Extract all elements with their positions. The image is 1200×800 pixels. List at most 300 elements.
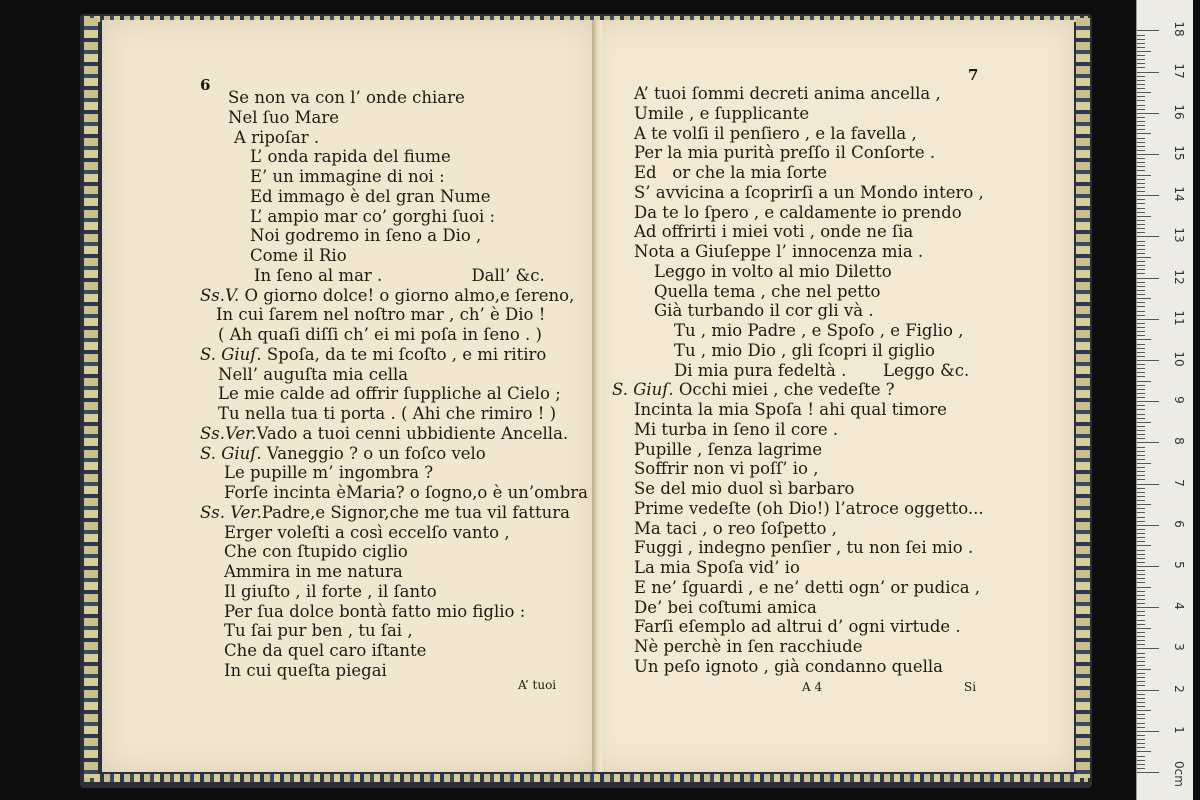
ruler-tick [1137,620,1145,621]
ruler-tick [1137,381,1151,382]
ruler-label: 0cm [1172,761,1186,787]
ruler-tick [1137,67,1145,68]
verse-text: Padre,e Signor,che me tua vil fattura [261,502,570,522]
text-line [634,400,984,420]
ruler-tick [1137,661,1145,662]
left-page-text [200,88,588,681]
verse-text: Ammira in me natura [224,562,403,581]
verse-text: A ripoſar . [234,127,320,147]
ruler-tick [1137,100,1145,101]
text-line [634,617,984,637]
ruler-tick [1137,158,1145,159]
ruler-label: 13 [1172,227,1186,244]
ruler-tick [1137,368,1145,369]
verse-text: Che da quel caro iſtante [224,641,427,660]
verse-text: Nota a Giuſeppe l’ innocenza mia . [634,242,924,261]
speaker-label: Ss.Ver. [200,423,257,443]
ruler-label: 9 [1172,396,1186,404]
verse-text: Pupille , ſenza lagrime [634,439,823,459]
ruler-tick [1137,743,1145,744]
text-line [200,404,588,424]
ruler-tick [1137,364,1145,365]
text-line [200,384,588,404]
ruler-tick [1137,253,1145,254]
ruler-tick [1137,426,1145,427]
text-line [200,266,588,286]
ruler-tick [1137,306,1145,307]
text-line [200,128,588,148]
verse-text: Spoſa, da te mi ſcoſto , e mi ritiro [261,344,547,364]
ruler-tick [1137,756,1145,757]
ruler-tick [1137,360,1159,361]
text-line [634,538,984,558]
ruler-tick [1137,665,1145,666]
book-gutter [592,20,602,772]
ruler-tick [1137,517,1145,518]
text-line [634,637,984,657]
text-line [200,365,588,385]
ruler-tick [1137,117,1145,118]
ruler-tick [1137,319,1159,320]
speaker-label: S. Giuſ. [612,380,674,400]
ruler-tick [1137,389,1145,390]
ruler-tick [1137,339,1151,340]
ruler-tick [1137,624,1145,625]
text-line [200,444,588,464]
text-line [200,424,588,444]
ruler-tick [1137,599,1145,600]
ruler-tick [1137,714,1145,715]
speaker-label: Ss.V. [200,285,240,305]
ruler-tick [1137,249,1145,250]
verse-text: Ed or che la mia ſorte [634,163,827,182]
ruler-tick [1137,372,1145,373]
ruler-tick [1137,434,1145,435]
left-page-number: 6 [200,76,211,94]
ruler-tick [1137,216,1151,217]
ruler-label: 1 [1172,725,1186,734]
text-line [634,598,984,618]
ruler-tick [1137,47,1145,48]
right-page-text [612,84,984,677]
ruler-tick [1137,199,1145,200]
verse-text: Un peſo ignoto , già condanno quella [634,656,943,676]
ruler-tick [1137,150,1145,151]
ruler-tick [1137,669,1151,670]
ruler-tick [1137,191,1145,192]
ruler-tick [1137,298,1151,299]
ruler-tick [1137,224,1145,225]
ruler-tick [1137,541,1145,542]
ruler-tick [1137,673,1145,674]
text-line [200,503,588,523]
ruler-tick [1137,418,1145,419]
ruler-tick [1137,430,1145,431]
ruler-tick [1137,273,1145,274]
ruler-label: 12 [1172,268,1186,285]
ruler-tick [1137,393,1145,394]
ruler-tick [1137,488,1145,489]
ruler-label: 3 [1172,643,1186,652]
ruler-tick [1137,385,1145,386]
ruler-tick [1137,356,1145,357]
ruler-tick [1137,311,1145,312]
verse-text: Noi godremo in ſeno a Dio , [250,226,482,246]
ruler-tick [1137,735,1145,736]
verse-text: E ne’ ſguardi , e ne’ detti ogn’ or pudica , [634,577,981,597]
verse-text: Mi turba in ſeno il core . [634,419,839,439]
ruler-tick [1137,278,1159,279]
ruler-tick [1137,269,1145,270]
ruler-tick [1137,63,1145,64]
ruler-tick [1137,681,1145,682]
text-line [634,499,984,519]
verse-text: Da te lo ſpero , e caldamente io prendo [634,202,962,222]
verse-text: O giorno dolce! o giorno almo,e ſereno, [239,285,575,305]
ruler-tick [1137,105,1145,106]
verse-text: E’ un immagine di noi : [250,167,445,186]
verse-text: De’ bei coſtumi amica [634,597,817,617]
left-catchword: A’ tuoi [518,678,557,692]
ruler-tick [1137,467,1145,468]
text-line [634,242,984,262]
cover-edge-right [1076,18,1090,778]
ruler-tick [1137,80,1145,81]
ruler-tick [1137,455,1145,456]
verse-text: Tu , mio Dio , gli ſcopri il giglio [674,340,935,360]
ruler-tick [1137,397,1145,398]
ruler-tick [1137,335,1145,336]
ruler-tick [1137,677,1145,678]
ruler-tick [1137,463,1151,464]
ruler-label: 11 [1172,310,1186,326]
ruler-tick [1137,323,1145,324]
ruler-tick [1137,245,1145,246]
ruler-tick [1137,690,1159,691]
verse-text: Nè perchè in ſen racchiude [634,637,863,656]
verse-text: Quella tema , che nel petto [654,281,881,301]
ruler-tick [1137,640,1145,641]
verse-text: Le pupille m’ ingombra ? [224,463,434,483]
ruler-tick [1137,582,1145,583]
ruler-tick [1137,723,1145,724]
ruler-tick [1137,558,1145,559]
ruler-tick [1137,657,1145,658]
ruler-tick [1137,562,1145,563]
verse-text: Le mie calde ad offrir ſuppliche al Cielo ; [218,384,561,404]
ruler-tick [1137,138,1145,139]
text-line [634,124,984,144]
text-line [200,226,588,246]
ruler-tick [1137,72,1159,73]
text-line [200,345,588,365]
ruler-tick [1137,442,1159,443]
verse-text: In ſeno al mar . Dall’ &c. [254,265,545,285]
verse-text: In cui ſarem nel noſtro mar , ch’ è Dio ! [216,305,546,325]
verse-text: Se non va con l’ onde chiare [228,88,465,107]
verse-text: Se del mio duol sì barbaro [634,479,855,498]
ruler-tick [1137,232,1145,233]
text-line [634,657,984,677]
verse-text: Umile , e ſupplicante [634,103,810,123]
ruler-label: 7 [1172,478,1186,487]
verse-text: Come il Rio [250,246,347,265]
right-page-number: 7 [968,66,979,84]
ruler-tick [1137,768,1145,769]
verse-text: ( Ah quaſi diſſi ch’ ei mi poſa in ſeno . ) [218,325,542,344]
ruler-tick [1137,636,1145,637]
verse-text: L’ ampio mar co’ gorghi ſuoi : [250,206,496,226]
verse-text: Fuggi , indegno penſier , tu non ſei mio . [634,538,974,558]
ruler-tick [1137,451,1145,452]
ruler-tick [1137,698,1145,699]
text-line [634,440,984,460]
verse-text: Erger voleſti a così eccelſo vanto , [224,522,510,542]
ruler-label: 16 [1172,104,1186,120]
ruler-tick [1137,212,1145,213]
ruler-tick [1137,113,1159,114]
ruler-tick [1137,142,1145,143]
ruler-tick [1137,694,1145,695]
ruler-tick [1137,183,1145,184]
verse-text: Ed immago è del gran Nume [250,186,491,206]
text-line [634,519,984,539]
text-line [200,286,588,306]
verse-text: Tu , mio Padre , e Spoſo , e Figlio , [674,321,964,340]
ruler-tick [1137,162,1145,163]
text-line [200,542,588,562]
ruler-tick [1137,352,1145,353]
verse-text: Di mia pura fedeltà . Leggo &c. [674,360,970,380]
ruler-tick [1137,129,1145,130]
right-catchword: Si [964,680,977,694]
ruler-tick [1137,121,1145,122]
text-line [634,203,984,223]
text-line [634,143,984,163]
ruler-tick [1137,554,1145,555]
ruler-label: 6 [1172,519,1186,528]
ruler-tick [1137,84,1145,85]
ruler-tick [1137,479,1145,480]
verse-text: Soffrir non vi poſſ’ io , [634,459,819,479]
text-line [200,88,588,108]
ruler-tick [1137,706,1145,707]
ruler-tick [1137,51,1151,52]
ruler-tick [1137,648,1159,649]
ruler-tick [1137,327,1145,328]
speaker-label: S. Giuſ. [200,344,262,364]
ruler-tick [1137,154,1159,155]
ruler-tick [1137,59,1145,60]
ruler-tick [1137,731,1159,732]
ruler-tick [1137,35,1145,36]
text-line [634,104,984,124]
ruler-tick [1137,447,1145,448]
ruler-tick [1137,595,1145,596]
ruler-tick [1137,615,1145,616]
ruler-tick [1137,471,1145,472]
ruler-tick [1137,537,1145,538]
ruler-tick [1137,96,1145,97]
ruler-tick [1137,611,1145,612]
verse-text: Tu nella tua ti porta . ( Ahi che rimiro ! ) [218,404,557,423]
text-line [634,282,984,302]
ruler-label: 4 [1172,602,1186,610]
text-line [200,108,588,128]
ruler-tick [1137,760,1145,761]
verse-text: A te volſi il penſiero , e la favella , [634,123,917,143]
text-line [200,147,588,167]
ruler-tick [1137,574,1145,575]
text-line [200,562,588,582]
ruler-tick [1137,587,1151,588]
ruler-tick [1137,550,1145,551]
ruler-tick [1137,492,1145,493]
text-line [634,578,984,598]
verse-text: Già turbando il cor gli và . [654,301,874,321]
ruler-tick [1137,772,1159,773]
verse-text: L’ onda rapida del fiume [250,147,451,167]
ruler-tick [1137,475,1145,476]
text-line [200,207,588,227]
ruler-tick [1137,644,1145,645]
ruler-tick [1137,344,1145,345]
ruler-label: 17 [1172,62,1186,79]
ruler-tick [1137,632,1145,633]
ruler-tick [1137,208,1145,209]
ruler-tick [1137,702,1145,703]
text-line [200,621,588,641]
ruler-tick [1137,92,1151,93]
ruler-tick [1137,578,1145,579]
ruler-tick [1137,603,1145,604]
ruler-label: 15 [1172,145,1186,161]
ruler-tick [1137,459,1145,460]
text-line [200,325,588,345]
text-line [634,163,984,183]
verse-text: S’ avvicina a ſcoprirſi a un Mondo intero , [634,182,984,202]
ruler-tick [1137,414,1145,415]
ruler-tick [1137,236,1159,237]
ruler-tick [1137,500,1145,501]
verse-text: Prime vedeſte (oh Dio!) l’atroce oggetto... [634,498,984,518]
verse-text: La mia Spoſa vid’ io [634,558,800,577]
verse-text: In cui queſta piegai [224,660,387,680]
text-line [634,479,984,499]
ruler-tick [1137,76,1145,77]
ruler-tick [1137,653,1145,654]
verse-text: Forſe incinta èMaria? o ſogno,o è un’ombra [224,483,588,502]
ruler-tick [1137,718,1145,719]
ruler-label: 5 [1172,561,1186,569]
text-line [634,558,984,578]
ruler-tick [1137,570,1145,571]
ruler-tick [1137,133,1151,134]
verse-text: Occhi miei , che vedeſte ? [673,380,895,400]
verse-text: Vado a tuoi cenni ubbidiente Ancella. [256,423,569,443]
text-line [634,301,984,321]
ruler-tick [1137,146,1145,147]
cover-edge-left [84,18,98,778]
ruler-tick [1137,764,1145,765]
ruler-tick [1137,257,1151,258]
text-line [200,167,588,187]
ruler-tick [1137,496,1145,497]
ruler-tick [1137,529,1145,530]
ruler-tick [1137,422,1151,423]
ruler-tick [1137,241,1145,242]
ruler-label: 8 [1172,437,1186,446]
ruler-tick [1137,438,1145,439]
text-line [200,187,588,207]
ruler-tick [1137,43,1145,44]
text-line [634,321,984,341]
ruler-tick [1137,220,1145,221]
speaker-label: Ss. Ver. [200,502,262,522]
ruler-tick [1137,228,1145,229]
ruler-tick [1137,508,1145,509]
ruler-tick [1137,261,1145,262]
text-line [634,84,984,104]
verse-text: Ma taci , o reo ſoſpetto , [634,518,837,538]
verse-text: Leggo in volto al mio Diletto [654,261,892,281]
ruler-tick [1137,739,1145,740]
text-line [634,361,984,381]
ruler-tick [1137,179,1145,180]
ruler-tick [1137,409,1145,410]
ruler-tick [1137,685,1145,686]
text-line [200,305,588,325]
ruler-tick [1137,401,1159,402]
text-line [200,523,588,543]
ruler-tick [1137,282,1145,283]
ruler-tick [1137,175,1151,176]
ruler-label: 10 [1172,351,1186,367]
text-line [634,459,984,479]
speaker-label: S. Giuſ. [200,443,262,463]
text-line [634,222,984,242]
text-line [634,262,984,282]
ruler-tick [1137,290,1145,291]
verse-text: Il giuſto , il forte , il ſanto [224,581,437,601]
ruler-tick [1137,484,1159,485]
ruler-tick [1137,747,1145,748]
text-line [200,641,588,661]
cover-edge-bottom [84,774,1088,782]
ruler-tick [1137,504,1151,505]
text-line [200,582,588,602]
text-line [612,380,984,400]
ruler-tick [1137,109,1145,110]
verse-text: Ad offrirti i miei voti , onde ne ſia [634,222,914,242]
text-line [200,246,588,266]
ruler-tick [1137,170,1145,171]
ruler-tick [1137,39,1145,40]
verse-text: Tu ſai pur ben , tu ſai , [224,621,413,641]
ruler-tick [1137,88,1145,89]
ruler-label: 14 [1172,186,1186,202]
ruler-tick [1137,348,1145,349]
ruler-tick [1137,751,1151,752]
text-line [634,183,984,203]
ruler-tick [1137,315,1145,316]
right-signature: A 4 [802,680,823,694]
ruler-tick [1137,607,1159,608]
ruler-tick [1137,376,1145,377]
ruler-tick [1137,195,1159,196]
ruler-tick [1137,521,1145,522]
verse-text: A’ tuoi ſommi decreti anima ancella , [634,84,941,103]
